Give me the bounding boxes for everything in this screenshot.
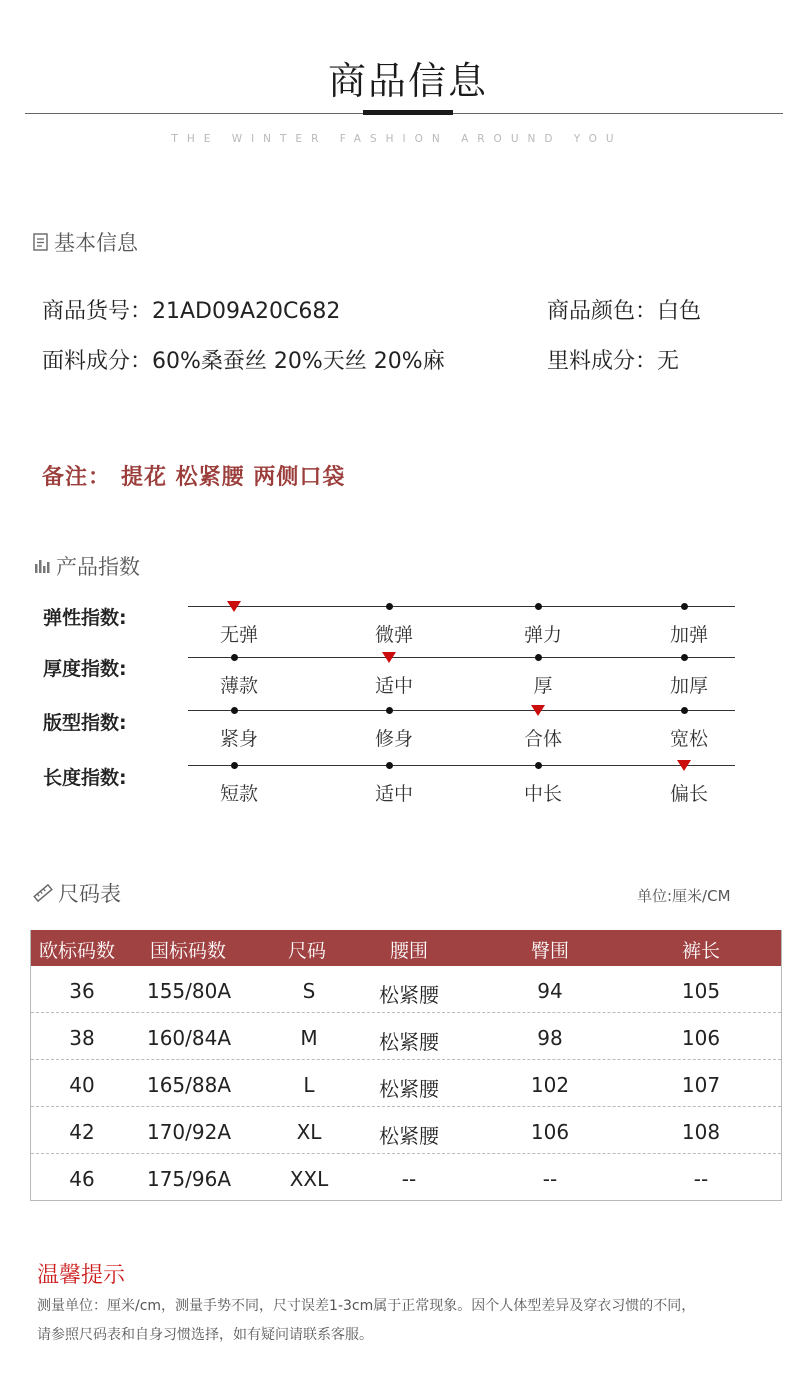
selected-marker-icon	[677, 760, 691, 771]
tips-line-2: 请参照尺码表和自身习惯选择，如有疑问请联系客服。	[37, 1327, 373, 1343]
col-cn-size: 国标码数	[150, 940, 227, 962]
tips-title: 温馨提示	[37, 1263, 126, 1288]
title-underline-bar	[363, 110, 453, 115]
selected-marker-icon	[227, 601, 241, 612]
index-option: 薄款	[219, 675, 258, 697]
lining-composition	[547, 344, 679, 375]
table-cell: 175/96A	[146, 1167, 232, 1191]
scale-dot	[535, 654, 542, 661]
index-option: 加弹	[669, 624, 708, 646]
lining-value: 无	[657, 349, 680, 374]
table-cell: 松紧腰	[379, 1077, 439, 1101]
table-cell: 42	[69, 1120, 95, 1144]
fabric-value: 60%桑蚕丝 20%天丝 20%麻	[152, 349, 445, 374]
bar-chart-icon	[34, 558, 52, 574]
table-cell: 160/84A	[146, 1026, 232, 1050]
product-index-heading-text: 产品指数	[56, 555, 140, 579]
basic-info-heading-text: 基本信息	[54, 231, 138, 255]
item-color-label: 商品颜色：	[547, 299, 658, 324]
size-unit: 单位:厘米/CM	[637, 887, 731, 905]
col-length: 裤长	[682, 940, 721, 962]
table-cell: 松紧腰	[379, 1124, 439, 1148]
index-scale-line	[188, 765, 735, 766]
remark	[42, 460, 345, 491]
index-row-label: 弹性指数:	[43, 607, 127, 629]
index-row-label: 版型指数:	[43, 712, 127, 734]
document-icon	[32, 232, 50, 252]
table-cell: XL	[296, 1120, 322, 1144]
size-chart-heading-text: 尺码表	[58, 882, 121, 906]
table-row	[31, 1107, 781, 1154]
table-cell: 98	[537, 1026, 563, 1050]
tips-text	[37, 1292, 777, 1350]
item-color	[547, 294, 701, 325]
table-row	[31, 966, 781, 1013]
selected-marker-icon	[531, 705, 545, 716]
scale-dot	[231, 654, 238, 661]
table-cell: 106	[681, 1026, 721, 1050]
index-row-label: 长度指数:	[43, 767, 127, 789]
table-cell: 165/88A	[146, 1073, 232, 1097]
index-option: 微弹	[374, 624, 413, 646]
size-chart-heading	[32, 878, 121, 908]
table-cell: 46	[69, 1167, 95, 1191]
fabric-composition	[42, 344, 445, 375]
col-eu-size: 欧标码数	[39, 940, 116, 962]
index-option: 加厚	[669, 675, 708, 697]
table-cell: 40	[69, 1073, 95, 1097]
index-option: 紧身	[219, 728, 258, 750]
index-option: 短款	[219, 783, 258, 805]
lining-label: 里料成分：	[547, 349, 658, 374]
table-cell: L	[303, 1073, 315, 1097]
table-cell: 106	[530, 1120, 570, 1144]
remark-value: 提花 松紧腰 两侧口袋	[121, 465, 346, 490]
index-option: 偏长	[669, 783, 708, 805]
scale-dot	[535, 603, 542, 610]
scale-dot	[386, 707, 393, 714]
index-option: 合体	[523, 728, 562, 750]
index-option: 中长	[523, 783, 562, 805]
table-cell: 155/80A	[146, 979, 232, 1003]
col-waist: 腰围	[390, 940, 429, 962]
item-number-label: 商品货号：	[42, 299, 153, 324]
table-cell: 105	[681, 979, 721, 1003]
table-cell: 107	[681, 1073, 721, 1097]
table-cell: 94	[537, 979, 563, 1003]
table-cell: --	[693, 1167, 709, 1191]
item-color-value: 白色	[657, 299, 702, 324]
scale-dot	[681, 654, 688, 661]
index-option: 适中	[374, 783, 413, 805]
table-cell: XXL	[289, 1167, 329, 1191]
selected-marker-icon	[382, 652, 396, 663]
scale-dot	[386, 762, 393, 769]
index-option: 无弹	[219, 624, 258, 646]
remark-label: 备注：	[42, 465, 112, 490]
scale-dot	[231, 707, 238, 714]
scale-dot	[386, 603, 393, 610]
table-cell: 38	[69, 1026, 95, 1050]
item-number	[42, 294, 340, 325]
scale-dot	[681, 707, 688, 714]
index-option: 修身	[374, 728, 413, 750]
table-row	[31, 1060, 781, 1107]
table-cell: 松紧腰	[379, 1030, 439, 1054]
table-cell: 松紧腰	[379, 983, 439, 1007]
item-number-value: 21AD09A20C682	[152, 299, 341, 324]
index-scale-line	[188, 606, 735, 607]
index-scale-line	[188, 710, 735, 711]
table-cell: M	[300, 1026, 318, 1050]
ruler-icon	[32, 883, 54, 903]
size-table-header	[31, 930, 781, 966]
table-cell: --	[542, 1167, 558, 1191]
scale-dot	[231, 762, 238, 769]
size-table-body	[31, 966, 781, 1200]
col-hip: 臀围	[531, 940, 570, 962]
page-subtitle: THE WINTER FASHION AROUND YOU	[171, 133, 623, 145]
size-table	[30, 930, 782, 1201]
tips-line-1: 测量单位：厘米/cm，测量手势不同，尺寸误差1-3cm属于正常现象。因个人体型差异及穿衣习惯的不同，	[37, 1298, 696, 1314]
index-scale-line	[188, 657, 735, 658]
table-cell: S	[302, 979, 316, 1003]
table-cell: --	[401, 1167, 417, 1191]
index-row-label: 厚度指数:	[43, 658, 127, 680]
table-cell: 108	[681, 1120, 721, 1144]
index-option: 宽松	[669, 728, 708, 750]
table-cell: 170/92A	[146, 1120, 232, 1144]
table-cell: 102	[530, 1073, 570, 1097]
index-option: 弹力	[523, 624, 562, 646]
table-cell: 36	[69, 979, 95, 1003]
col-size: 尺码	[288, 940, 327, 962]
scale-dot	[681, 603, 688, 610]
product-index-heading	[34, 551, 140, 581]
table-row	[31, 1154, 781, 1200]
index-option: 适中	[374, 675, 413, 697]
scale-dot	[535, 762, 542, 769]
basic-info-heading	[32, 227, 138, 257]
table-row	[31, 1013, 781, 1060]
fabric-label: 面料成分：	[42, 349, 153, 374]
index-option: 厚	[533, 675, 553, 697]
page-title: 商品信息	[327, 59, 488, 103]
